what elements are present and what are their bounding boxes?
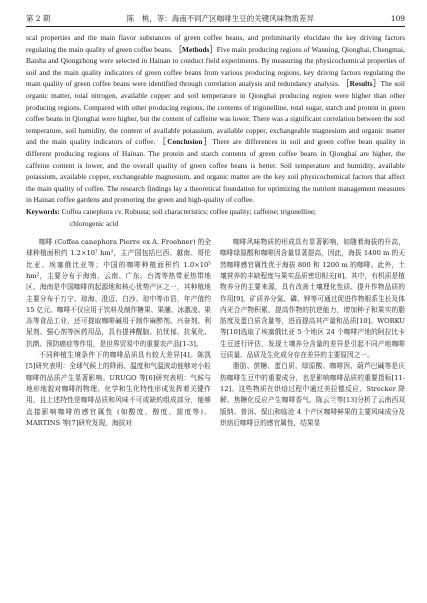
keywords (26, 207, 405, 230)
paragraph: 咖啡 (Coffea canephora Pierre ex A. Froehner) 的全球种植面积约 1.2×10⁷ hm²，主产国包括巴西、越南、哥伦比亚、埃塞俄比亚等；中国的咖啡种植面积约 1.0×10⁵ hm²，主要分布于海南、云南、广东、台湾等热带亚热带地区。海南是中国咖啡的起源地和核心优势产区之一，其种植地主要分布于万宁、琼海、澄迈、白沙、琼中等市县，年产值约 15 亿元。咖啡不仅应用于饮料及制作糖果、果脯、冰激凌、果冻等食品工业，还可提取咖啡碱用于制作麻醉剂、兴奋剂、利尿剂、强心剂等医药用品，具有提神醒脑、抗忧郁、抗氧化、抗菌、预防癌症等作用，是世界贸易中的重要农产品[1-3]。 (26, 238, 211, 348)
paragraph: 不同种植生境条件下的咖啡品质具有较大差异[4]。陈凯[5]研究表明：全球气候上的降雨、温度和气温波动能够对小粒咖啡的品质产生显著影响。URUGO 等[6]研究表明：气候与地形地貌对咖啡的物理、化学和生化特性形成发挥着关键作用，且上述特性是咖啡品质和风味不可或缺的组成部分，能够直接影响咖啡的感官属性 (如酸度、醇度、甜度等)。MARTINS 等[7]研究发现，海拔对 (26, 351, 211, 427)
keywords-line-1: Coffea canephora cv. Robusta; soil characteristics; coffee quality; caffeine; trigonelline; (61, 207, 317, 216)
right-column (220, 237, 405, 429)
page-number: 109 (390, 14, 405, 23)
body-columns (26, 237, 405, 429)
english-abstract (26, 33, 405, 207)
results-text: The soil organic matter, total nitrogen, available copper and soil temperature in Qionghai producing region were higher than other producing regions. Compared with other producing regions, the contents of trigonelline, total sugar, starch and protein in green coffee beans in Qionghai were higher, but the content of caffeine was lower. There was a significant correlation between the soil temperature, soil humidity, the content of available potassium, available copper, exchangeable magnesium and organic matter and the main quality indicators of coffee. (26, 80, 405, 147)
keywords-label: Keywords: (26, 207, 60, 216)
keywords-line-2: chlorogenic acid (70, 219, 119, 228)
abstract-objective-tail: scal properties and the main flavor substances of green coffee beans, and preliminarily elucidate the key driving factors regulating the main quality of green coffee beans. (26, 34, 405, 54)
paragraph: 咖啡风味物质的形成具有显著影响，如随着海拔的升高，咖啡绿原酸和咖啡因含量显著提高，因此，海拔 1400 m 的天然咖啡感官属性优于海拔 800 和 1200 m 的咖啡。此外，土壤营养的丰缺程度与果实品质密切相关[8]。其中，有机质是植物养分的主要来源，具有改善土壤理化性质、提升作物品质的作用[9]，矿质养分氮、磷、钾等可通过促进作物根系生长及体内光合产物积累，提高作物的抗逆能力，增加种子和果实的脂肪度及蛋白质含量等，进而提高其产量和品质[10]。WORKU 等[10]选取了埃塞俄比亚 5 个地区 24 个咖啡产地的阿拉比卡生豆进行评估，发现土壤养分含量的差异是引起不同产地咖啡豆质量、品质及生化成分存在差异的主要原因之一。 (220, 238, 405, 360)
conclusion-tag: ［Conclusion］ (158, 138, 213, 147)
left-column (26, 237, 211, 429)
methods-text: Five main producing regions of Wanning, Qionghai, Chengmai, Baisha and Qiongzhong were selected in Hainan to conduct field experiments. By measuring the physicochemical properties of soil and the main quality indicators of green coffee beans from various producing regions, key driving factors regulating the main quality of green coffee beans were identified through correlation analysis and redundancy analysis. (26, 45, 405, 89)
results-tag: ［Results］ (341, 80, 381, 89)
paragraph: 脂肪、蔗糖、蛋白质、绿原酸、咖啡因、葫芦巴碱等是庆热咖啡生豆中的重要成分，也是影响咖啡品质的重要指标[11-12]。这些物质在烘焙过程中通过美拉德反应、Strecker 降解、焦糖化反应产生咖啡香气。陈云兰等[13]分析了云南西双版纳、普洱、保山和临沧 4 个产区咖啡鲜果的主要风味成分及烘焙后咖啡豆的感官属性，结果显 (220, 362, 405, 427)
conclusion-text: There are differences in soil and green coffee bean quality in different producing regions of Hainan. The protein and starch contents of green coffee beans in Qionghai are higher, the caffeine content is lower, and the overall quality of green coffee beans is better. Soil temperature and humidity, available potassium, available copper, exchangeable magnesium, and organic matter are the key soil physicochemical factors that affect the main quality of coffee. The research findings lay a theoretical foundation for optimizing the nutrient management measures in Hainan coffee gardens and promoting the green and high-quality of coffee. (26, 138, 405, 205)
methods-tag: ［Methods］ (174, 45, 217, 54)
issue-number: 第 2 期 (26, 14, 51, 23)
running-header (26, 14, 405, 27)
running-title: 陈 桃，等：海南不同产区咖啡生豆的关键风味物质差异 (126, 14, 315, 23)
